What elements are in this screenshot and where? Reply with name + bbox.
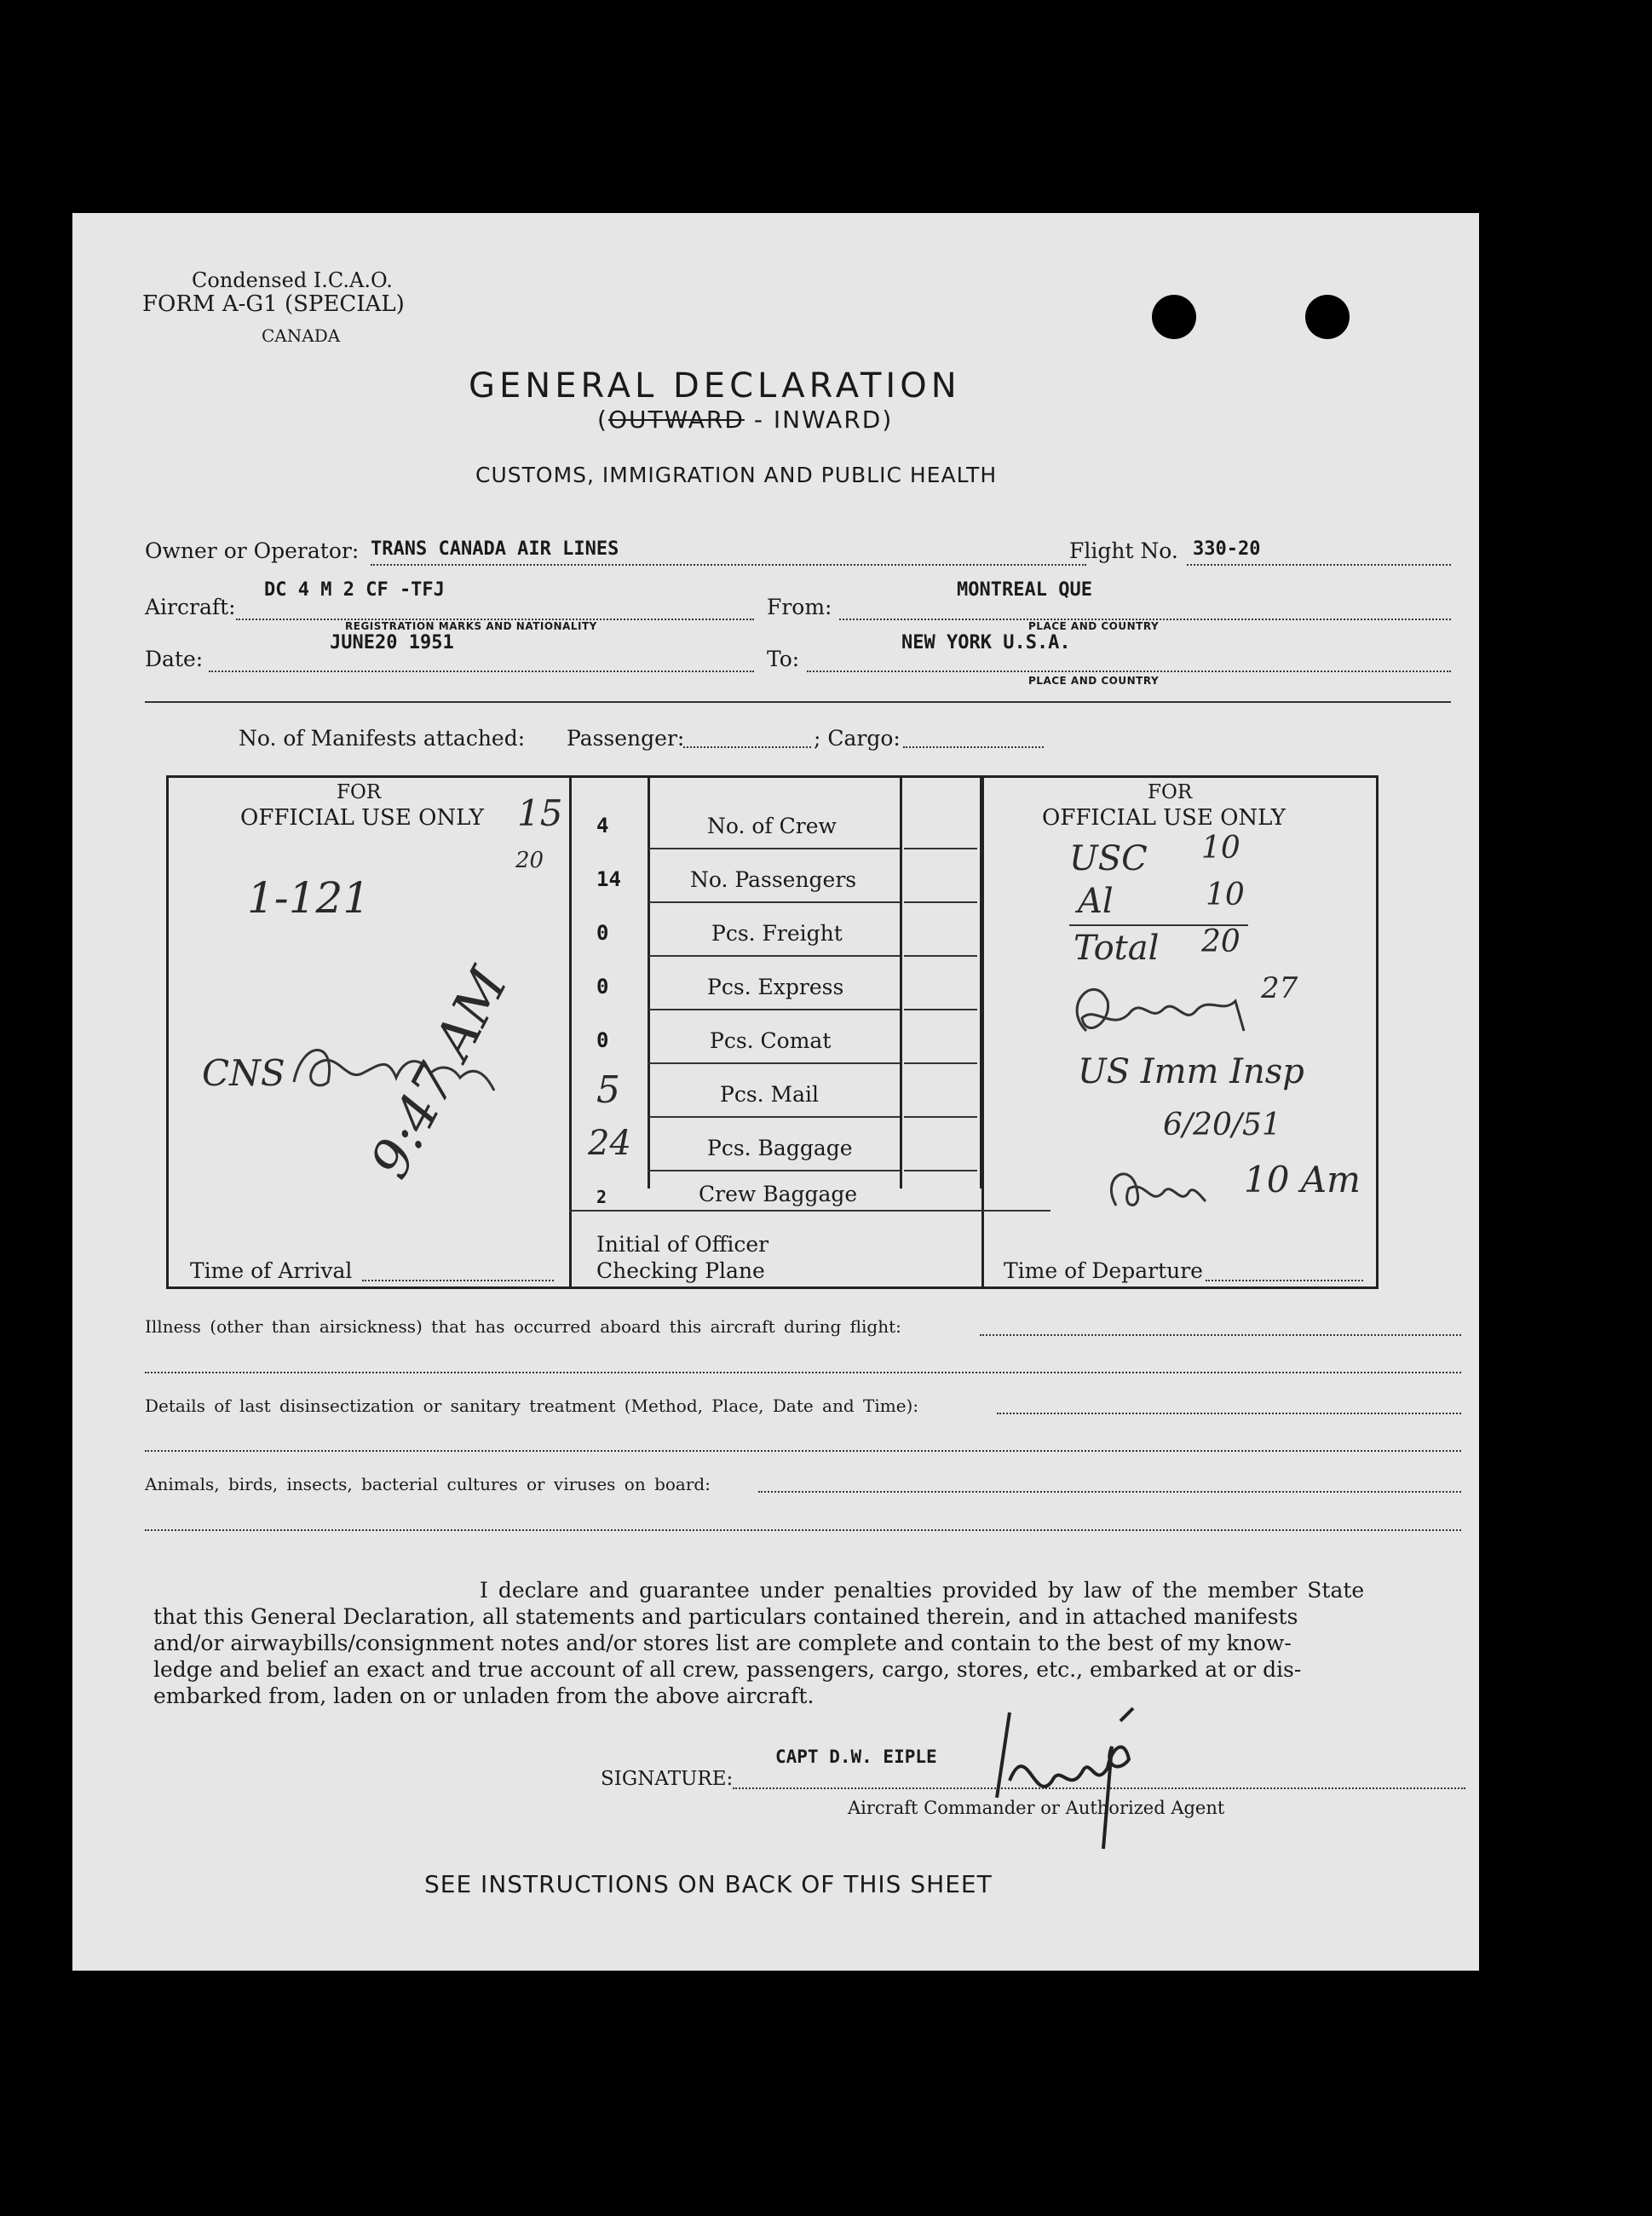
from-value: MONTREAL QUE xyxy=(957,579,1092,601)
declaration-line-2: that this General Declaration, all statements and particulars contained therein, and in attached manifests xyxy=(153,1604,1298,1629)
hand-right-al: Al xyxy=(1078,882,1114,921)
footer-instructions: SEE INSTRUCTIONS ON BACK OF THIS SHEET xyxy=(424,1870,993,1898)
freight-value: 0 xyxy=(596,921,609,945)
illness-question: Illness (other than airsickness) that has occurred aboard this aircraft during flight: xyxy=(145,1316,901,1337)
hand-left-top: 15 xyxy=(517,792,563,834)
signature-caption: Aircraft Commander or Authorized Agent xyxy=(848,1798,1225,1818)
place-caption-to: PLACE AND COUNTRY xyxy=(1028,675,1160,687)
hand-left-ref: 1-121 xyxy=(247,873,371,923)
page-title: GENERAL DECLARATION xyxy=(469,366,961,406)
hand-right-total-value: 20 xyxy=(1201,924,1240,959)
passengers-label: No. Passengers xyxy=(690,867,857,892)
to-label: To: xyxy=(767,647,800,671)
hand-right-total: Total xyxy=(1074,929,1160,968)
declaration-form xyxy=(72,213,1479,1971)
date-label: Date: xyxy=(145,647,204,671)
hand-right-number: 27 xyxy=(1261,971,1298,1005)
time-of-arrival-label: Time of Arrival xyxy=(190,1258,353,1283)
hand-right-line2: US Imm Insp xyxy=(1078,1052,1304,1091)
signature-typed-name: CAPT D.W. EIPLE xyxy=(775,1747,937,1767)
declaration-line-3: and/or airwaybills/consignment notes and/or stores list are complete and contain to the best of my know- xyxy=(153,1631,1292,1655)
hand-right-usc: USC xyxy=(1069,839,1148,878)
left-header-for: FOR xyxy=(337,781,382,803)
comat-value: 0 xyxy=(596,1028,609,1052)
hand-left-sign: CNS xyxy=(202,1052,285,1094)
flight-label: Flight No. xyxy=(1069,538,1178,563)
punch-hole-left xyxy=(1152,295,1196,339)
crew-baggage-label: Crew Baggage xyxy=(699,1182,858,1206)
baggage-label: Pcs. Baggage xyxy=(707,1136,853,1160)
form-header-line1: Condensed I.C.A.O. xyxy=(192,268,393,292)
place-caption-from: PLACE AND COUNTRY xyxy=(1028,620,1160,632)
form-header-line2: FORM A-G1 (SPECIAL) xyxy=(142,291,405,317)
animals-question: Animals, birds, insects, bacterial cultures or viruses on board: xyxy=(145,1474,711,1494)
hand-left-second: 20 xyxy=(515,848,544,873)
owner-label: Owner or Operator: xyxy=(145,538,360,563)
manifests-label: No. of Manifests attached: xyxy=(239,726,526,751)
hand-arrival-time: 9:47 AM xyxy=(358,958,520,1189)
crew-label: No. of Crew xyxy=(707,814,837,838)
declaration-line-5: embarked from, laden on or unladen from the above aircraft. xyxy=(153,1684,814,1708)
registration-caption: REGISTRATION MARKS AND NATIONALITY xyxy=(345,620,597,632)
passengers-value: 14 xyxy=(596,867,621,891)
from-label: From: xyxy=(767,595,832,619)
baggage-value: 24 xyxy=(588,1124,631,1163)
crew-baggage-value: 2 xyxy=(596,1187,607,1207)
hand-right-time: 10 Am xyxy=(1244,1159,1361,1200)
disinsect-question: Details of last disinsectization or sanitary treatment (Method, Place, Date and Time): xyxy=(145,1396,919,1416)
page-subtitle: (OUTWARD - INWARD) xyxy=(597,406,894,434)
right-header-official: OFFICIAL USE ONLY xyxy=(1042,805,1286,831)
cargo-manifest-label: ; Cargo: xyxy=(814,726,901,751)
flight-value: 330-20 xyxy=(1193,538,1261,560)
express-value: 0 xyxy=(596,975,609,999)
freight-label: Pcs. Freight xyxy=(711,921,843,946)
owner-value: TRANS CANADA AIR LINES xyxy=(371,538,619,560)
subtitle-struck: OUTWARD xyxy=(607,406,745,434)
initial-officer-label: Initial of Officer xyxy=(596,1232,769,1257)
hand-right-al-value: 10 xyxy=(1206,878,1245,912)
aircraft-label: Aircraft: xyxy=(145,595,236,619)
comat-label: Pcs. Comat xyxy=(710,1028,832,1053)
left-header-official: OFFICIAL USE ONLY xyxy=(240,805,484,831)
section-heading: CUSTOMS, IMMIGRATION AND PUBLIC HEALTH xyxy=(475,463,998,487)
mail-label: Pcs. Mail xyxy=(720,1082,820,1107)
mail-value: 5 xyxy=(596,1068,620,1112)
date-value: JUNE20 1951 xyxy=(330,632,454,653)
declaration-line-1: I declare and guarantee under penalties provided by law of the member State xyxy=(480,1578,1365,1603)
officer-signature-right xyxy=(1061,971,1257,1048)
hand-right-usc-value: 10 xyxy=(1201,831,1240,866)
officer-initials-right xyxy=(1099,1159,1210,1218)
right-header-for: FOR xyxy=(1148,781,1193,803)
form-header-line3: CANADA xyxy=(262,325,341,346)
express-label: Pcs. Express xyxy=(707,975,844,999)
punch-hole-right xyxy=(1305,295,1350,339)
to-value: NEW YORK U.S.A. xyxy=(901,632,1071,653)
checking-plane-label: Checking Plane xyxy=(596,1258,765,1283)
time-of-departure-label: Time of Departure xyxy=(1004,1258,1203,1283)
signature-label: SIGNATURE: xyxy=(601,1768,734,1790)
commander-signature xyxy=(976,1687,1163,1866)
declaration-line-4: ledge and belief an exact and true account of all crew, passengers, cargo, stores, etc., embarked at or dis- xyxy=(153,1657,1302,1682)
hand-right-date: 6/20/51 xyxy=(1163,1108,1281,1143)
crew-value: 4 xyxy=(596,814,609,837)
passenger-manifest-label: Passenger: xyxy=(567,726,685,751)
aircraft-value: DC 4 M 2 CF -TFJ xyxy=(264,579,445,601)
